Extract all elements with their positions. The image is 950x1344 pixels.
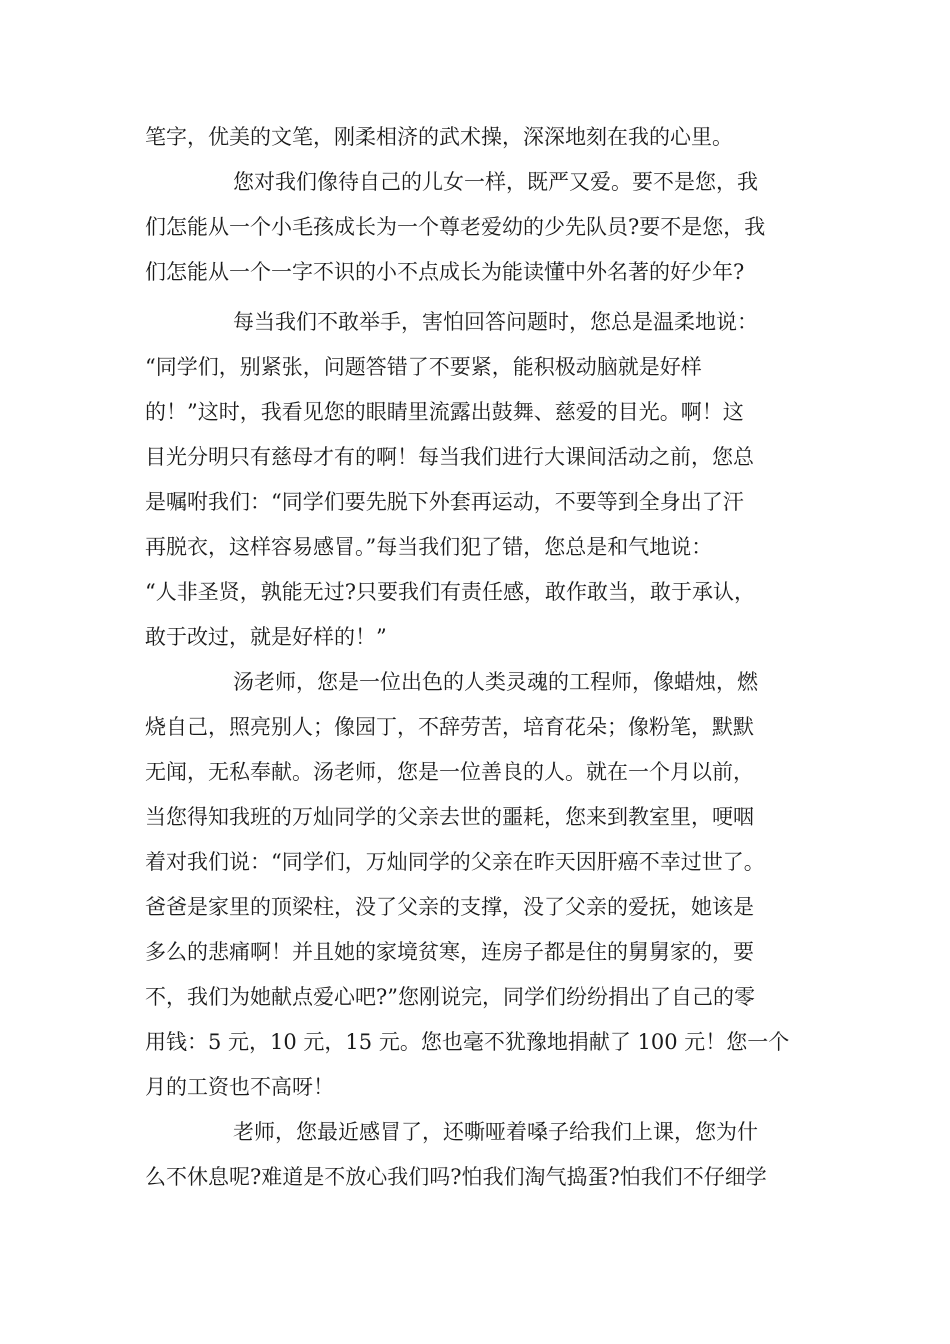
text-line: 老师，您最近感冒了，还嘶哑着嗓子给我们上课，您为什 <box>233 1120 758 1144</box>
text-line: 不，我们为她献点爱心吧?”您刚说完，同学们纷纷捐出了自己的零 <box>145 985 755 1009</box>
text-line: 再脱衣，这样容易感冒。”每当我们犯了错，您总是和气地说： <box>145 535 713 559</box>
text-line: “同学们，别紧张，问题答错了不要紧，能积极动脑就是好样 <box>145 355 702 379</box>
text-line: 着对我们说：“同学们，万灿同学的父亲在昨天因肝癌不幸过世了。 <box>145 850 765 874</box>
text-line: “人非圣贤，孰能无过?只要我们有责任感，敢作敢当，敢于承认， <box>145 580 755 604</box>
text-line: 笔字，优美的文笔，刚柔相济的武术操，深深地刻在我的心里。 <box>145 125 733 149</box>
text-line: 们怎能从一个一字不识的小不点成长为能读懂中外名著的好少年? <box>145 260 745 284</box>
text-line: 您对我们像待自己的儿女一样，既严又爱。要不是您，我 <box>233 170 758 194</box>
text-line: 当您得知我班的万灿同学的父亲去世的噩耗，您来到教室里，哽咽 <box>145 805 754 829</box>
text-line: 的！”这时，我看见您的眼睛里流露出鼓舞、慈爱的目光。啊！这 <box>145 400 744 424</box>
text-line: 用钱：5 元，10 元，15 元。您也毫不犹豫地捐献了 100 元！您一个 <box>145 1030 790 1054</box>
text-line: 烧自己，照亮别人；像园丁，不辞劳苦，培育花朵；像粉笔，默默 <box>145 715 754 739</box>
text-line: 么不休息呢?难道是不放心我们吗?怕我们淘气捣蛋?怕我们不仔细学 <box>145 1165 767 1189</box>
text-line: 爸爸是家里的顶梁柱，没了父亲的支撑，没了父亲的爱抚，她该是 <box>145 895 754 919</box>
text-line: 多么的悲痛啊！并且她的家境贫寒，连房子都是住的舅舅家的，要 <box>145 940 754 964</box>
text-line: 每当我们不敢举手，害怕回答问题时，您总是温柔地说： <box>233 310 758 334</box>
text-line: 是嘱咐我们：“同学们要先脱下外套再运动，不要等到全身出了汗 <box>145 490 744 514</box>
text-line: 目光分明只有慈母才有的啊！每当我们进行大课间活动之前，您总 <box>145 445 754 469</box>
text-line: 敢于改过，就是好样的！” <box>145 625 387 649</box>
text-line: 汤老师，您是一位出色的人类灵魂的工程师，像蜡烛，燃 <box>233 670 758 694</box>
text-line: 们怎能从一个小毛孩成长为一个尊老爱幼的少先队员?要不是您，我 <box>145 215 766 239</box>
text-line: 无闻，无私奉献。汤老师，您是一位善良的人。就在一个月以前， <box>145 760 754 784</box>
text-line: 月的工资也不高呀！ <box>145 1075 334 1099</box>
